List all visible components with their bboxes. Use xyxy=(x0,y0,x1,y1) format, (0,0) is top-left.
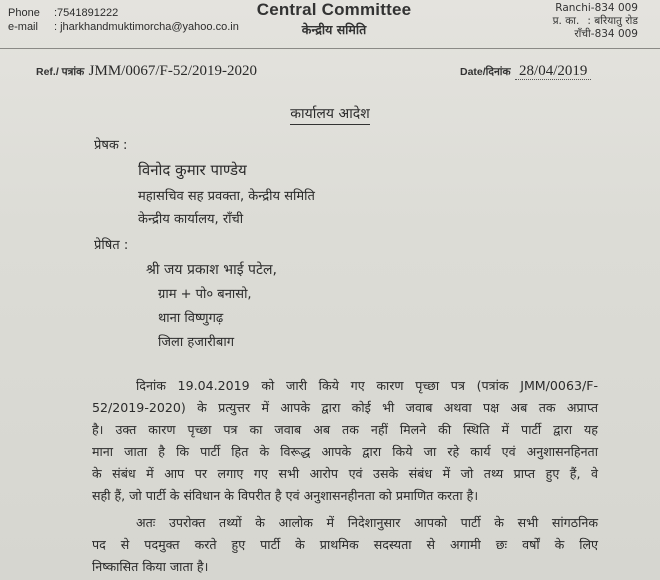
email-value: : jharkhandmuktimorcha@yahoo.co.in xyxy=(54,21,239,33)
paragraph-line: के संबंध में आप पर लगाए गए सभी आरोप एवं उसके संबंध में जो तथ्य प्राप्त हुए हैं, वे xyxy=(92,466,598,481)
ref-group xyxy=(36,62,257,80)
body-paragraph-1 xyxy=(92,375,598,507)
recipient-address-line-2: थाना विष्णुगढ़ xyxy=(158,311,224,326)
office-order-title: कार्यालय आदेश xyxy=(290,106,369,125)
address-office-label: प्र. का. xyxy=(552,15,580,27)
address-city: राँची-834 009 xyxy=(574,28,638,40)
letterhead-divider xyxy=(0,48,660,49)
ref-value: JMM/0067/F-52/2019-2020 xyxy=(88,63,258,79)
paragraph-line: 52/2019-2020) के प्रत्युत्तर में आपके द्वारा कोई भी जवाब अथवा पक्ष अब तक अप्राप्त xyxy=(92,400,598,415)
recipient-name: श्री जय प्रकाश भाई पटेल, xyxy=(146,262,278,278)
address-pin: Ranchi-834 009 xyxy=(555,2,638,14)
phone-label: Phone xyxy=(8,7,40,19)
date-value: 28/04/2019 xyxy=(515,63,591,80)
sender-name: विनोद कुमार पाण्डेय xyxy=(138,161,247,179)
recipient-address-line-3: जिला हजारीबाग xyxy=(158,335,235,350)
recipient-label: प्रेषित : xyxy=(94,238,129,253)
date-group xyxy=(460,62,591,80)
committee-title-en: Central Committee xyxy=(256,0,412,19)
recipient-address-line-1: ग्राम + पो० बनासो, xyxy=(158,287,252,302)
address-block xyxy=(553,2,638,41)
reference-row xyxy=(36,62,636,84)
contact-block xyxy=(8,6,239,34)
letterhead xyxy=(0,0,660,50)
phone-value: :7541891222 xyxy=(54,7,119,19)
sender-designation: महासचिव सह प्रवक्ता, केन्द्रीय समिति xyxy=(138,189,315,204)
date-label: Date/दिनांक xyxy=(460,66,511,78)
paragraph-line: सही हैं, जो पार्टी के संविधान के विपरीत है एवं अनुशासनहीनता को प्रमाणित करता है। xyxy=(92,488,479,503)
body-paragraph-2 xyxy=(92,512,598,578)
paragraph-line: अतः उपरोक्त तथ्यों के आलोक में निदेशानुसार आपको पार्टी के सभी सांगठनिक xyxy=(136,515,598,530)
paragraph-line: दिनांक 19.04.2019 को जारी किये गए कारण पृच्छा पत्र (पत्रांक JMM/0063/F- xyxy=(136,378,598,393)
paragraph-line: पद से पदमुक्त करते हुए पार्टी के प्राथमिक सदस्यता से अगामी छः वर्षों के लिए xyxy=(92,537,598,552)
email-label: e-mail xyxy=(8,21,38,33)
paragraph-line: है। उक्त कारण पृच्छा पत्र का जवाब अब तक नहीं मिलने की स्थिति में पार्टी द्वारा यह xyxy=(92,422,598,437)
address-office-value: : बरियातु रोड xyxy=(587,15,638,27)
paragraph-line: माना जाता है कि पार्टी हित के विरूद्ध आपके द्वारा किये जा रहे कार्य एवं अनुशासनहिनता xyxy=(92,444,598,459)
paragraph-line: निष्कासित किया जाता है। xyxy=(92,559,209,574)
ref-label: Ref./ पत्रांक xyxy=(36,66,85,78)
sender-label: प्रेषक : xyxy=(94,138,128,153)
document-heading xyxy=(0,103,660,123)
committee-title-hi: केन्द्रीय समिति xyxy=(301,22,367,37)
sender-office: केन्द्रीय कार्यालय, राँची xyxy=(138,212,244,227)
letterhead-title-block xyxy=(234,0,434,38)
